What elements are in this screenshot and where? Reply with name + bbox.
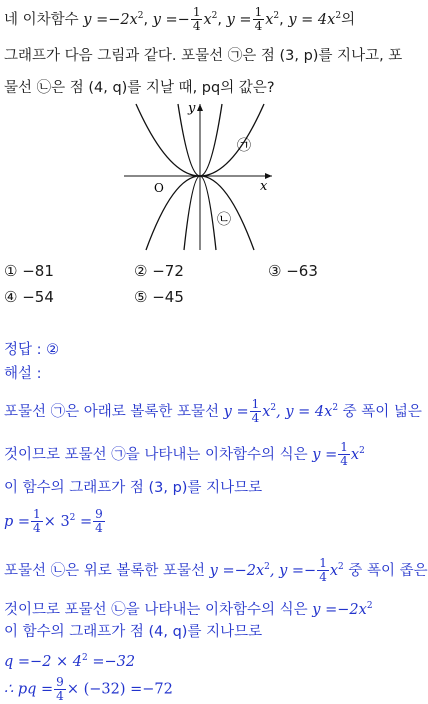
y-axis-label: y — [188, 101, 196, 116]
fraction: $\frac{1}{4}$ — [192, 5, 201, 34]
solution-line-4: p = $\frac{1}{4}$ × $3^2$ = $\frac{9}{4}$ — [4, 507, 103, 536]
solution-line-3: 이 함수의 그래프가 점 (3, p)를 지나므로 — [4, 480, 263, 496]
y-axis-arrow — [197, 104, 203, 111]
formula: y = 4x — [288, 11, 336, 28]
answer: 정답 : ② — [4, 342, 60, 358]
mark-a: ㉠ — [237, 138, 251, 154]
solution-line-1: 포물선 ㉠은 아래로 볼록한 포물선 y = $\frac{1}{4}$ $x^2$, $y = 4x^2$ 중 폭이 넓은 — [4, 397, 422, 426]
solution-heading: 해설 : — [4, 366, 42, 382]
parabola-graph — [0, 100, 400, 260]
choice-2[interactable]: ② −72 — [134, 262, 184, 280]
problem-line-1: 네 이차함수 $y =-2x^2$, y =− $\frac{1}{4}$ $x^2$, y = $\frac{1}{4}$ $x^2$, $y = 4x^2$의 — [4, 5, 356, 34]
solution-line-5: 포물선 ㉡은 위로 볼록한 포물선 $y =-2x^2$, y =− $\frac{1}{4}$ $x^2$ 중 폭이 좁은 — [4, 556, 428, 585]
solution-line-6: 것이므로 포물선 ㉡을 나타내는 이차함수의 식은 $y =-2x^2$ — [4, 601, 373, 618]
solution-line-9: ∴ pq = $\frac{9}{4}$ × (−32) =−72 — [4, 675, 173, 703]
solution-line-2: 것이므로 포물선 ㉠을 나타내는 이차함수의 식은 y = $\frac{1}{4}$ $x^2$ — [4, 440, 365, 469]
choice-1[interactable]: ① −81 — [4, 262, 54, 280]
formula: y =− — [152, 11, 190, 28]
problem-line-2: 그래프가 다음 그림과 같다. 포물선 ㉠은 점 (3, p)를 지나고, 포 — [4, 48, 403, 64]
x-axis-label: x — [260, 179, 268, 194]
solution-line-7: 이 함수의 그래프가 점 (4, q)를 지나므로 — [4, 624, 263, 640]
formula: y = — [226, 11, 252, 28]
formula: y =−2x — [83, 11, 138, 28]
problem-line-3: 물선 ㉡은 점 (4, q)를 지날 때, pq의 값은? — [4, 80, 275, 96]
choice-4[interactable]: ④ −54 — [4, 288, 54, 306]
choice-3[interactable]: ③ −63 — [268, 262, 318, 280]
choice-5[interactable]: ⑤ −45 — [134, 288, 184, 306]
problem-text: 네 이차함수 — [4, 11, 79, 28]
fraction: $\frac{1}{4}$ — [254, 5, 263, 34]
mark-b: ㉡ — [217, 212, 231, 228]
origin-label: O — [154, 181, 164, 195]
solution-line-8: $q =-2 \times 4^2 =-32$ — [4, 653, 136, 670]
